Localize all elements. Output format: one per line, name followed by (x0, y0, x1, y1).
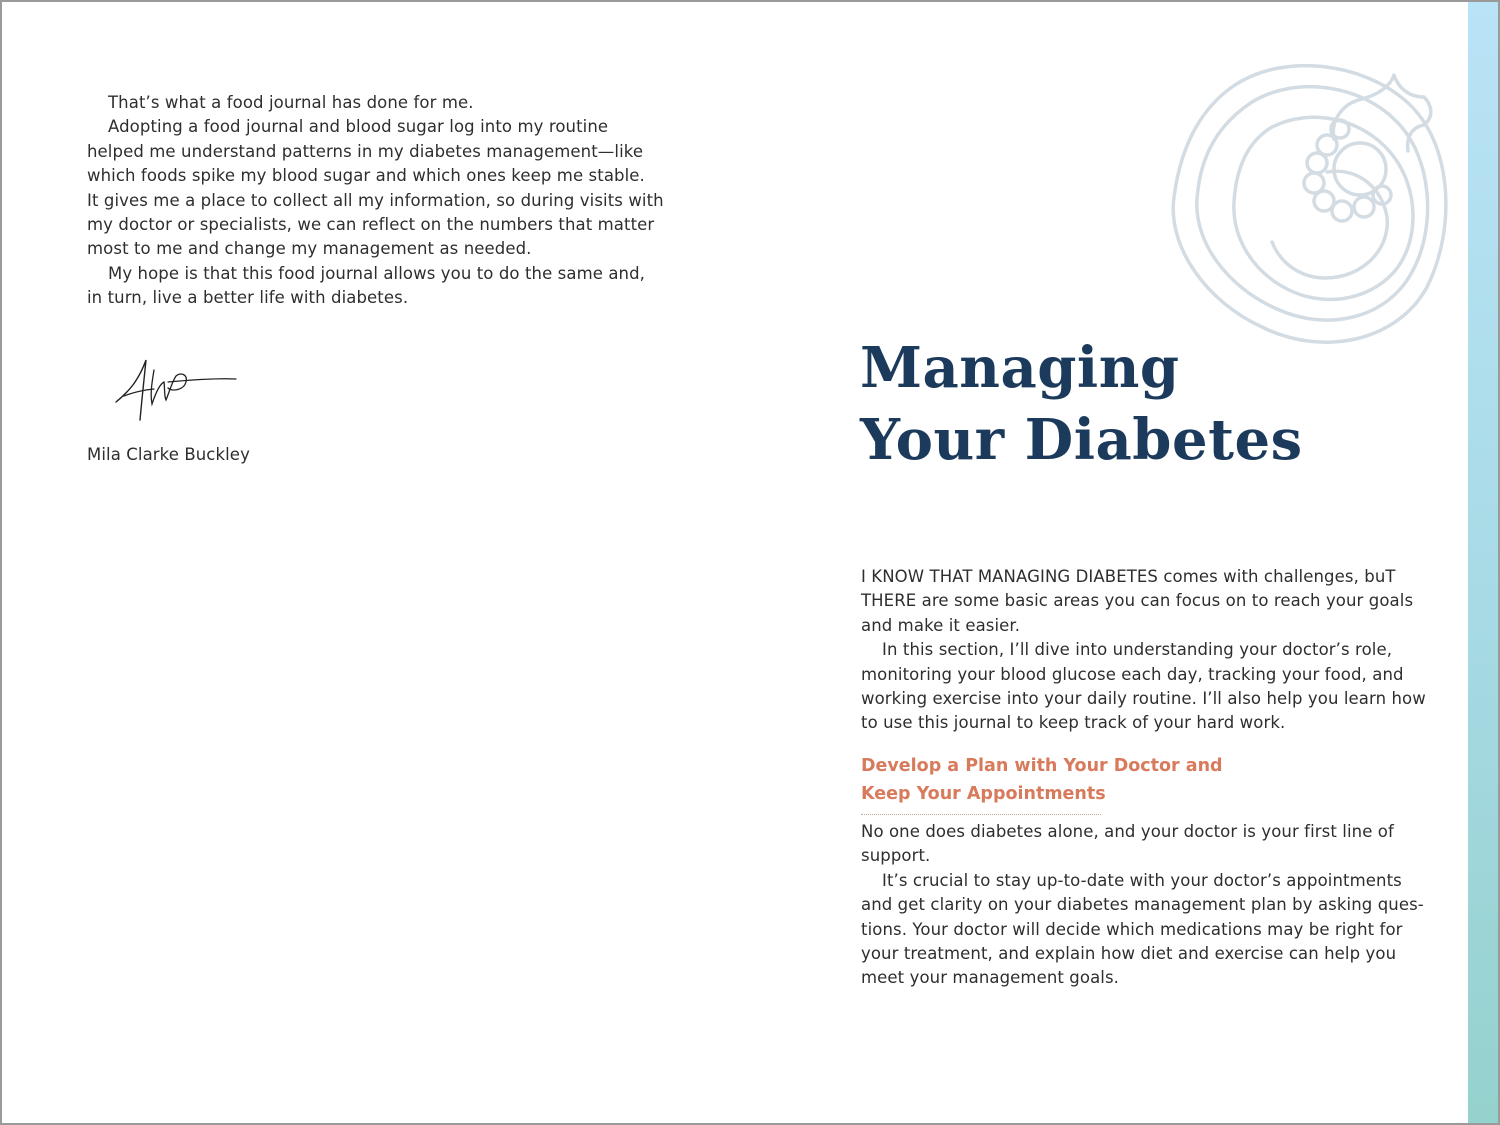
text-line: In this section, I’ll dive into understanding your doctor’s role, (882, 640, 1393, 660)
text-line: It gives me a place to collect all my information, so during visits with (87, 190, 664, 210)
text-line: That’s what a food journal has done for me. (108, 93, 474, 112)
text-line: No one does diabetes alone, and your doctor is your first line of (861, 822, 1394, 841)
text-line: monitoring your blood glucose each day, tracking your food, and (861, 664, 1404, 684)
text-line: and get clarity on your diabetes management plan by asking ques- (861, 895, 1424, 915)
text-line: which foods spike my blood sugar and which ones keep me stable. (87, 166, 645, 186)
text-line: most to me and change my management as needed. (87, 239, 532, 259)
paragraph (861, 565, 1421, 638)
text-line: tions. Your doctor will decide which medications may be right for (861, 919, 1403, 939)
section-heading-line: Develop a Plan with Your Doctor and (861, 756, 1223, 776)
text-line: helped me understand patterns in my diabetes management—like (87, 141, 644, 161)
text-line: Adopting a food journal and blood sugar log into my routine (108, 117, 609, 137)
paragraph (87, 115, 664, 261)
text-line: to use this journal to keep track of your hard work. (861, 713, 1286, 733)
text-line: in turn, live a better life with diabetes. (87, 288, 409, 308)
author-name: Mila Clarke Buckley (87, 445, 250, 464)
page-edge-color-strip (1468, 2, 1498, 1125)
section-heading-line: Keep Your Appointments (861, 784, 1106, 804)
section-heading (861, 752, 1223, 815)
text-line: It’s crucial to stay up-to-date with your doctor’s appointments (882, 870, 1402, 890)
chapter-title-line: Your Diabetes (860, 407, 1303, 473)
paragraph (861, 820, 1421, 869)
text-line: THERE are some basic areas you can focus on to reach your goals (861, 591, 1414, 611)
paragraph (87, 91, 657, 115)
paragraph (861, 638, 1426, 736)
text-line: meet your management goals. (861, 968, 1120, 988)
text-line: support. (861, 846, 931, 866)
paragraph (87, 262, 657, 311)
chapter-title-line: Managing (860, 335, 1180, 401)
paragraph (861, 869, 1424, 991)
text-line: and make it easier. (861, 615, 1021, 635)
text-line: working exercise into your daily routine. I’ll also help you learn how (861, 689, 1426, 709)
text-line: your treatment, and explain how diet and exercise can help you (861, 944, 1397, 964)
section-text (861, 820, 1424, 991)
intro-text (861, 565, 1426, 736)
signature-icon (110, 352, 240, 427)
text-line: my doctor or specialists, we can reflect on the numbers that matter (87, 215, 655, 235)
bell-pepper-outline-icon (1162, 57, 1462, 357)
text-line: My hope is that this food journal allows you to do the same and, (108, 263, 646, 283)
text-line: I KNOW THAT MANAGING DIABETES comes with challenges, buT (861, 567, 1396, 586)
left-page-text (87, 91, 664, 311)
chapter-title (860, 332, 1303, 476)
